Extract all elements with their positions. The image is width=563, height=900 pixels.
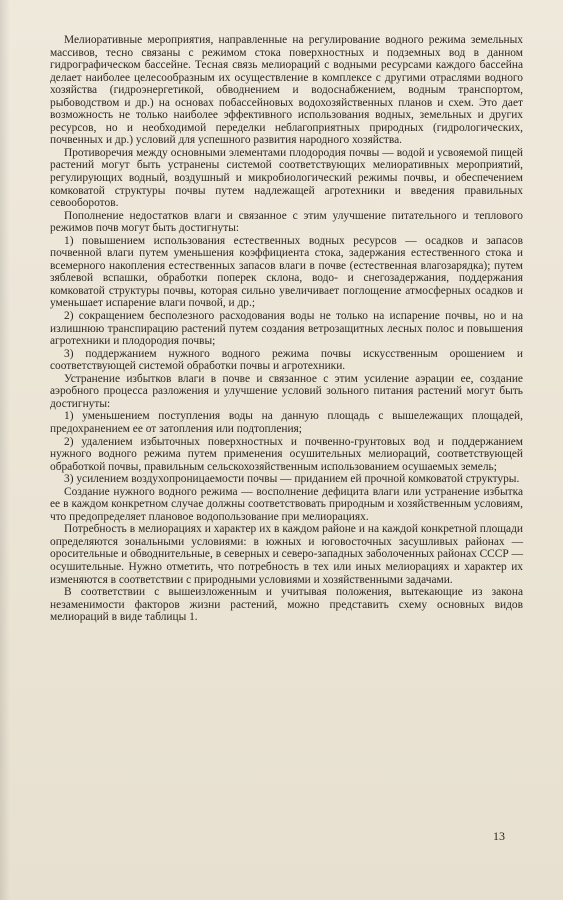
paragraph-10: 3) усилением воздухопроницаемости почвы — приданием ей прочной комковатой структуры. xyxy=(64,473,520,486)
paragraph-4: 1) повышением использования естественных водных ресурсов — осадков и запасов почвенной влаги путем уменьшения коэффициента стока, задержания естественного стока и всемерного накопления естественных запасов влаги в почве (естественная влагозарядка); путем зяблевой вспашки, обработки поперек склона, водо- и снегозадержания, поддержания комковатой структуры почвы, которая сильно увеличивает поглощение атмосферных осадков и уменьшает испарение влаги почвой, и др.; xyxy=(50,234,523,310)
paragraph-2: Противоречия между основными элементами плодородия почвы — водой и усвояемой пищей растений могут быть устранены системой соответствующих мелиоративных мероприятий, регулирующих водный, воздушный и микробиологический режимы почвы, и обеспечением комковатой структуры почвы путем надлежащей агротехники и введения правильных севооборотов. xyxy=(50,146,523,210)
page-body-text xyxy=(50,34,523,624)
paragraph-11: Создание нужного водного режима — восполнение дефицита влаги или устранение избытка ее в каждом конкретном случае должны соответствовать природным и хозяйственным условиям, что предопределяет плановое водопользование при мелиорациях. xyxy=(50,485,523,523)
paragraph-6: 3) поддержанием нужного водного режима почвы искусственным орошением и соответствующей системой обработки почвы и агротехники. xyxy=(50,347,523,373)
paragraph-7: Устранение избытков влаги в почве и связанное с этим усиление аэрации ее, создание аэробного процесса разложения и улучшение условий зольного питания растений могут быть достигнуты: xyxy=(50,372,523,410)
page-number: 13 xyxy=(493,829,505,843)
paragraph-5: 2) сокращением бесполезного расходования воды не только на испарение почвы, но и на излишнюю транспирацию растений путем создания ветрозащитных лесных полос и повышения агротехники и плодородия почвы; xyxy=(50,310,523,348)
paragraph-12: Потребность в мелиорациях и характер их в каждом районе и на каждой конкретной площади определяются зональными условиями: в южных и юговосточных засушливых районах — оросительные и обводнительные, в северных и северо-западных заболоченных районах СССР — осушительные. Нужно отметить, что потребность в тех или иных мелиорациях и характер их изменяются в соответствии с природными условиями и хозяйственными задачами. xyxy=(50,523,523,586)
paragraph-3: Пополнение недостатков влаги и связанное с этим улучшение питательного и теплового режимов почв могут быть достигнуты: xyxy=(50,209,523,235)
paragraph-9: 2) удалением избыточных поверхностных и почвенно-грунтовых вод и поддержанием нужного водного режима путем применения осушительных мелиораций, соответствующей обработкой почвы, правильным сельскохозяйственным использованием осушаемых земель; xyxy=(50,435,523,473)
paragraph-8: 1) уменьшением поступления воды на данную площадь с вышележащих площадей, предохранением ее от затопления или подтопления; xyxy=(50,410,523,435)
paragraph-1: Мелиоративные мероприятия, направленные на регулирование водного режима земельных массивов, тесно связаны с режимом стока поверхностных и подземных вод в данном гидрографическом бассейне. Тесная связь мелиораций с водными ресурсами каждого бассейна делает наиболее целесообразным их осуществление в комплексе с другими отраслями водного хозяйства (гидроэнергетикой, обводнением и водоснабжением, водным транспортом, рыбоводством и др.) на основах побассейновых водохозяйственных планов и схем. Это дает возможность не только наиболее эффективного использования водных, земельных и других ресурсов, но и необходимой переделки неблагоприятных природных (гидрологических, почвенных и др.) условий для успешного развития народного хозяйства. xyxy=(50,34,523,147)
paragraph-13: В соответствии с вышеизложенным и учитывая положения, вытекающие из закона незаменимости факторов жизни растений, можно представить схему основных видов мелиораций в виде таблицы 1. xyxy=(50,586,523,624)
